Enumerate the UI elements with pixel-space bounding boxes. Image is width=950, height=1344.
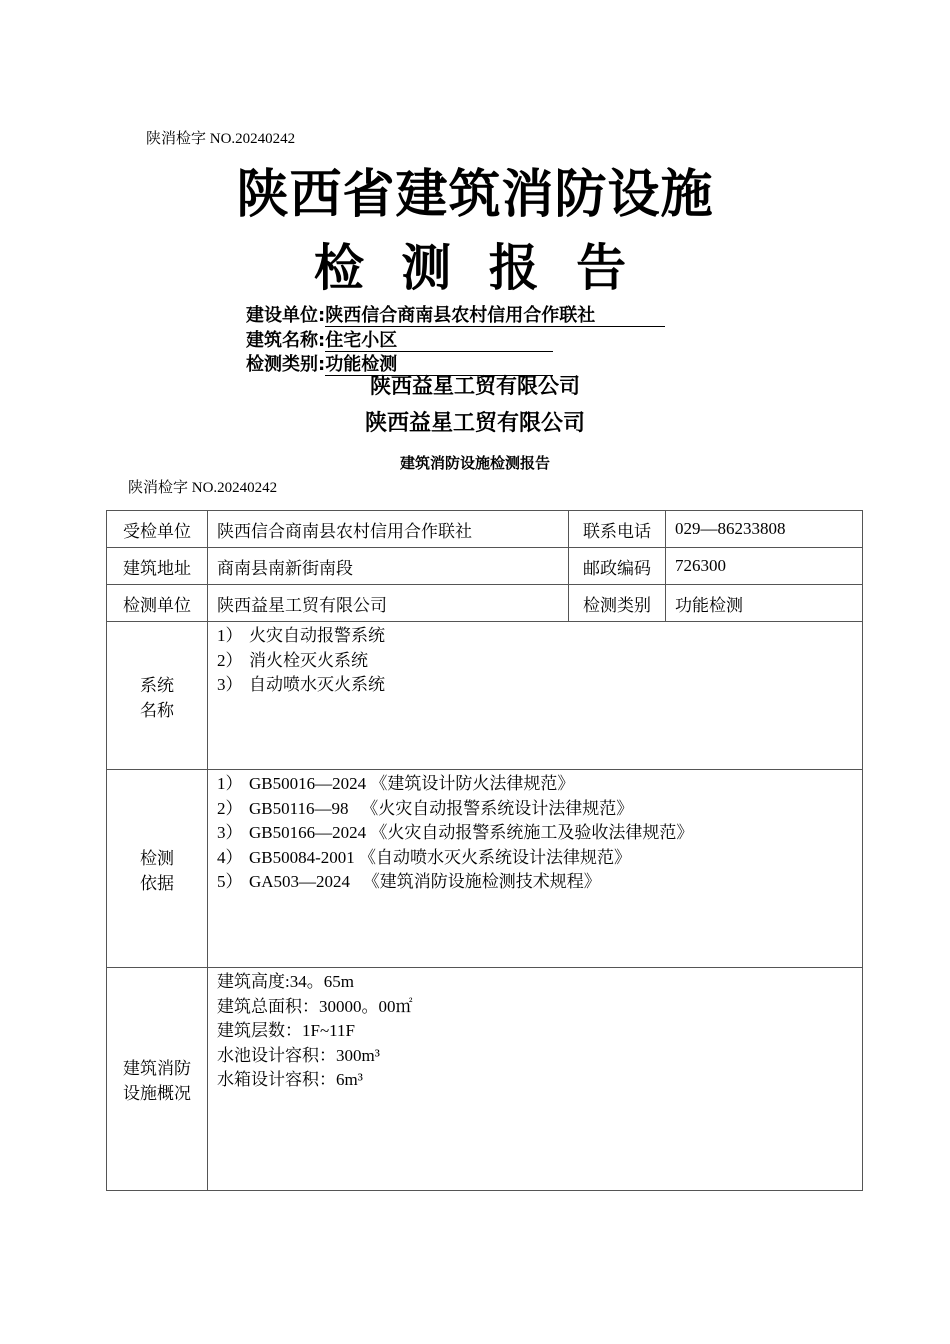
building-address-label: 建筑地址 [107,548,208,585]
construction-unit-label: 建设单位: [246,305,326,326]
label-line: 依据 [140,873,174,893]
table-row [107,770,863,968]
list-item: 水箱设计容积：6m³ [217,1070,363,1089]
list-item [217,821,853,846]
table-row [107,585,863,622]
building-name-label: 建筑名称: [246,330,326,351]
item-number: 2） [217,650,243,670]
label-line: 系统 [140,675,174,695]
construction-unit-value: 陕西信合商南县农村信用合作联社 [325,306,665,327]
building-name-line [246,326,553,352]
table-row [107,968,863,1191]
list-item: 水池设计容积：300m³ [217,1045,380,1065]
inspection-category-cell-label: 检测类别 [569,585,666,622]
label-line: 建筑消防 [123,1059,191,1078]
list-item: 建筑层数：1F~11F [217,1021,355,1040]
company-name: 陕西益星工贸有限公司 [370,374,580,398]
item-number: 2） [217,798,243,818]
inspection-basis-list [208,770,863,968]
list-item: 建筑高度:34。65m [217,972,354,991]
table-row [107,622,863,770]
postal-code-value: 726300 [666,548,863,585]
item-text: GB50016—2024 《建筑设计防火法律规范》 [249,774,575,793]
item-number: 4） [217,847,243,867]
inspection-basis-label [107,770,208,968]
item-text: GB50166—2024 《火灾自动报警系统施工及验收法律规范》 [249,823,694,842]
table-row [107,511,863,548]
item-text: GB50116—98 《火灾自动报警系统设计法律规范》 [249,798,634,818]
item-number: 3） [217,675,243,694]
inspection-category-label: 检测类别: [246,354,326,375]
fire-facility-overview-label [107,968,208,1191]
building-address-value: 商南县南新街南段 [208,548,569,585]
item-number: 1） [217,626,243,645]
list-item [217,673,853,698]
company-name-repeat: 陕西益星工贸有限公司 [364,411,585,436]
inspected-unit-label: 受检单位 [107,511,208,548]
inspection-unit-label: 检测单位 [107,585,208,622]
item-number: 1） [217,774,243,793]
item-text: GA503—2024 《建筑消防设施检测技术规程》 [249,872,601,891]
list-item [217,624,853,649]
item-number: 3） [217,823,243,842]
list-item: 建筑总面积：30000。00㎡ [217,996,413,1016]
item-text: 自动喷水灭火系统 [249,675,385,694]
item-text: 火灾自动报警系统 [249,626,385,645]
postal-code-label: 邮政编码 [569,548,666,585]
list-item [217,846,853,871]
inspection-unit-value: 陕西益星工贸有限公司 [208,585,569,622]
contact-phone-label: 联系电话 [569,511,666,548]
label-line: 名称 [140,700,174,720]
item-text: GB50084-2001 《自动喷水灭火系统设计法律规范》 [249,847,632,867]
label-line: 检测 [140,848,174,868]
list-item [217,649,853,674]
report-subtitle: 建筑消防设施检测报告 [399,454,550,472]
item-number: 5） [217,872,243,891]
document-number: 陕消检字 NO.20240242 [146,131,296,147]
list-item [217,797,853,822]
inspection-table [106,510,863,1191]
inspection-category-value: 功能检测 [325,355,553,376]
inspected-unit-value: 陕西信合商南县农村信用合作联社 [208,511,569,548]
report-title: 陕西省建筑消防设施 [236,165,714,225]
list-item [217,772,853,797]
document-number-repeat: 陕消检字 NO.20240242 [128,480,278,496]
fire-facility-overview-list [208,968,863,1191]
table-row [107,548,863,585]
label-line: 设施概况 [123,1084,191,1103]
construction-unit-line [246,301,665,327]
inspection-category-cell-value: 功能检测 [666,585,863,622]
system-name-list [208,622,863,770]
contact-phone-value: 029—86233808 [666,511,863,548]
list-item [217,870,853,895]
item-text: 消火栓灭火系统 [249,650,368,670]
system-name-label [107,622,208,770]
report-title-sub: 检 测 报 告 [313,239,637,297]
building-name-value: 住宅小区 [325,331,553,352]
